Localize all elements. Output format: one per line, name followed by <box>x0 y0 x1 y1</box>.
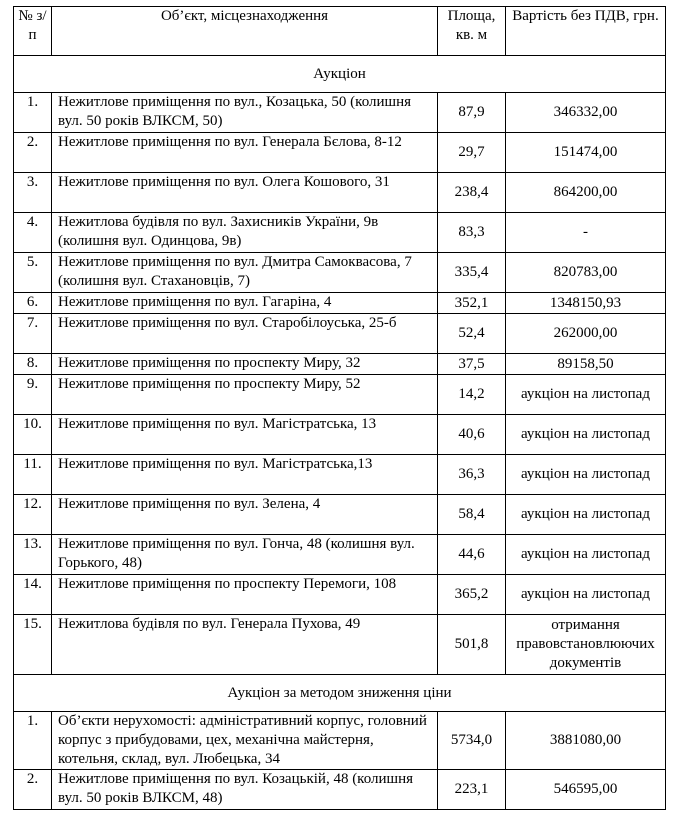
table-row <box>14 615 666 675</box>
header-num: № з/п <box>14 7 52 56</box>
row-value: аукціон на листопад <box>506 455 666 495</box>
row-num: 14. <box>14 575 52 615</box>
row-num: 11. <box>14 455 52 495</box>
row-num: 2. <box>14 770 52 810</box>
row-value: 820783,00 <box>506 253 666 293</box>
row-num: 7. <box>14 314 52 354</box>
row-value: 1348150,93 <box>506 293 666 314</box>
row-object: Нежитлове приміщення по проспекту Миру, 32 <box>52 354 438 375</box>
table-row <box>14 253 666 293</box>
row-num: 8. <box>14 354 52 375</box>
table-row <box>14 314 666 354</box>
header-area: Площа, кв. м <box>438 7 506 56</box>
section-title: Аукціон <box>14 56 666 93</box>
row-area: 52,4 <box>438 314 506 354</box>
row-value: аукціон на листопад <box>506 535 666 575</box>
row-value: 151474,00 <box>506 133 666 173</box>
row-num: 15. <box>14 615 52 675</box>
row-object: Нежитлове приміщення по вул. Дмитра Самоквасова, 7 (колишня вул. Стахановців, 7) <box>52 253 438 293</box>
row-object: Нежитлове приміщення по вул., Козацька, 50 (колишня вул. 50 років ВЛКСМ, 50) <box>52 93 438 133</box>
row-object: Нежитлове приміщення по вул. Олега Кошового, 31 <box>52 173 438 213</box>
row-area: 36,3 <box>438 455 506 495</box>
row-value: 864200,00 <box>506 173 666 213</box>
section-row <box>14 56 666 93</box>
row-object: Об’єкти нерухомості: адміністративний корпус, головний корпус з прибудовами, цех, механічна майстерня, котельня, склад, вул. Любецька, 34 <box>52 712 438 770</box>
row-area: 335,4 <box>438 253 506 293</box>
row-area: 87,9 <box>438 93 506 133</box>
table-row <box>14 173 666 213</box>
row-object: Нежитлове приміщення по вул. Старобілоуська, 25-б <box>52 314 438 354</box>
row-area: 501,8 <box>438 615 506 675</box>
table-row <box>14 354 666 375</box>
table-row <box>14 293 666 314</box>
row-area: 83,3 <box>438 213 506 253</box>
row-area: 5734,0 <box>438 712 506 770</box>
table-row <box>14 455 666 495</box>
table-row <box>14 575 666 615</box>
row-num: 13. <box>14 535 52 575</box>
row-num: 1. <box>14 712 52 770</box>
row-num: 10. <box>14 415 52 455</box>
row-object: Нежитлове приміщення по вул. Магістратська,13 <box>52 455 438 495</box>
row-num: 9. <box>14 375 52 415</box>
row-object: Нежитлова будівля по вул. Захисників України, 9в (колишня вул. Одинцова, 9в) <box>52 213 438 253</box>
row-object: Нежитлова будівля по вул. Генерала Пухова, 49 <box>52 615 438 675</box>
table-row <box>14 213 666 253</box>
header-value: Вартість без ПДВ, грн. <box>506 7 666 56</box>
row-value: 89158,50 <box>506 354 666 375</box>
row-object: Нежитлове приміщення по проспекту Миру, 52 <box>52 375 438 415</box>
row-value: отримання правовстановлюючих документів <box>506 615 666 675</box>
section-row <box>14 675 666 712</box>
row-area: 37,5 <box>438 354 506 375</box>
row-value: аукціон на листопад <box>506 495 666 535</box>
row-value: 546595,00 <box>506 770 666 810</box>
header-object: Об’єкт, місцезнаходження <box>52 7 438 56</box>
row-area: 58,4 <box>438 495 506 535</box>
row-value: 262000,00 <box>506 314 666 354</box>
table-row <box>14 712 666 770</box>
row-area: 238,4 <box>438 173 506 213</box>
row-area: 40,6 <box>438 415 506 455</box>
row-value: - <box>506 213 666 253</box>
row-value: аукціон на листопад <box>506 415 666 455</box>
row-object: Нежитлове приміщення по вул. Козацькій, 48 (колишня вул. 50 років ВЛКСМ, 48) <box>52 770 438 810</box>
row-object: Нежитлове приміщення по вул. Зелена, 4 <box>52 495 438 535</box>
row-area: 223,1 <box>438 770 506 810</box>
row-area: 14,2 <box>438 375 506 415</box>
row-object: Нежитлове приміщення по вул. Гагаріна, 4 <box>52 293 438 314</box>
row-value: 346332,00 <box>506 93 666 133</box>
table-row <box>14 93 666 133</box>
table-header-row <box>14 7 666 56</box>
row-num: 5. <box>14 253 52 293</box>
property-table <box>13 6 666 810</box>
row-value: аукціон на листопад <box>506 575 666 615</box>
row-num: 1. <box>14 93 52 133</box>
row-num: 6. <box>14 293 52 314</box>
row-num: 4. <box>14 213 52 253</box>
row-value: аукціон на листопад <box>506 375 666 415</box>
row-num: 3. <box>14 173 52 213</box>
row-num: 12. <box>14 495 52 535</box>
row-area: 29,7 <box>438 133 506 173</box>
row-object: Нежитлове приміщення по вул. Генерала Бєлова, 8-12 <box>52 133 438 173</box>
table-row <box>14 495 666 535</box>
row-area: 352,1 <box>438 293 506 314</box>
row-area: 44,6 <box>438 535 506 575</box>
row-object: Нежитлове приміщення по проспекту Перемоги, 108 <box>52 575 438 615</box>
table-row <box>14 133 666 173</box>
table-row <box>14 770 666 810</box>
row-area: 365,2 <box>438 575 506 615</box>
row-object: Нежитлове приміщення по вул. Гонча, 48 (колишня вул. Горького, 48) <box>52 535 438 575</box>
row-value: 3881080,00 <box>506 712 666 770</box>
table-row <box>14 415 666 455</box>
section-title: Аукціон за методом зниження ціни <box>14 675 666 712</box>
table-row <box>14 535 666 575</box>
row-num: 2. <box>14 133 52 173</box>
table-row <box>14 375 666 415</box>
row-object: Нежитлове приміщення по вул. Магістратська, 13 <box>52 415 438 455</box>
